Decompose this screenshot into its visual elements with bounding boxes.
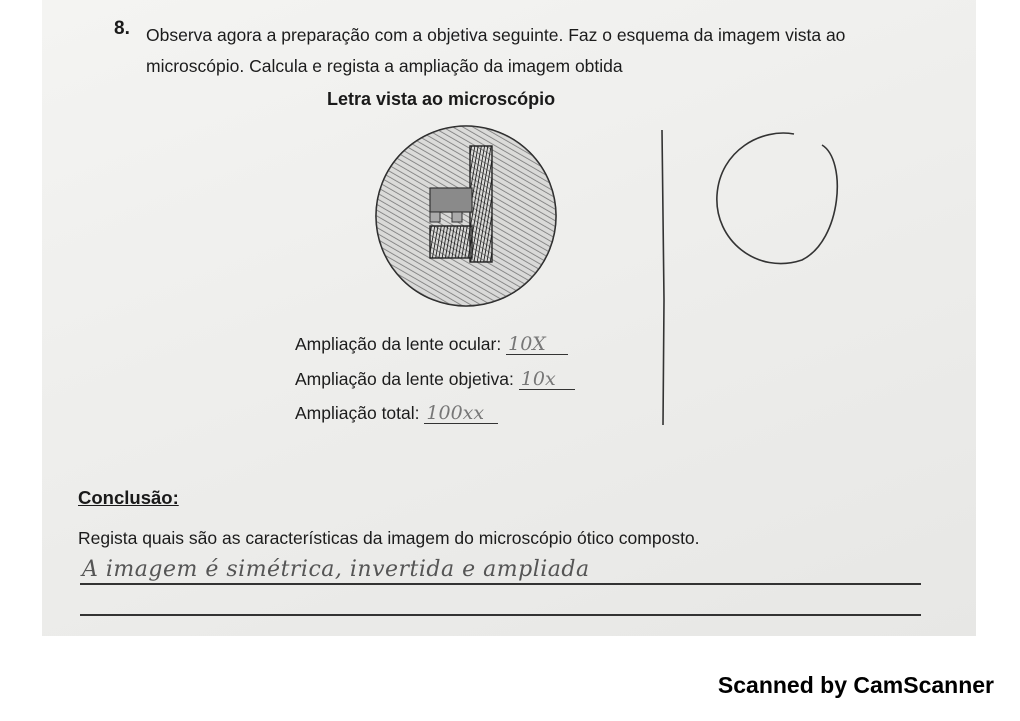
answer-line-2 [80,614,921,616]
total-label: Ampliação total: [295,403,420,423]
divider-line [662,130,664,425]
ocular-value: 10X [506,334,568,355]
ocular-magnification [295,334,568,355]
figure-title: Letra vista ao microscópio [327,89,556,109]
objective-label: Ampliação da lente objetiva: [295,369,514,389]
question-line-1: Observa agora a preparação com a objetiva seguinte. Faz o esquema da imagem vista ao [146,25,846,45]
total-magnification [295,403,498,424]
sketch-circle-drawing [717,133,837,263]
conclusion-prompt: Regista quais são as características da imagem do microscópio ótico composto. [78,528,700,548]
question-number: 8. [114,18,130,39]
total-value: 100xx [424,403,498,424]
scanner-watermark: Scanned by CamScanner [717,672,994,698]
objective-value: 10x [519,369,575,390]
answer-line-1 [80,583,921,585]
ocular-label: Ampliação da lente ocular: [295,334,502,354]
question-line-2: microscópio. Calcula e regista a ampliação da imagem obtida [146,56,623,76]
conclusion-title: Conclusão: [78,487,179,508]
objective-magnification [295,369,575,390]
handwritten-answer: A imagem é simétrica, invertida e ampliada [82,557,590,582]
worksheet-page [42,0,976,636]
microscope-field-drawing [376,126,556,306]
